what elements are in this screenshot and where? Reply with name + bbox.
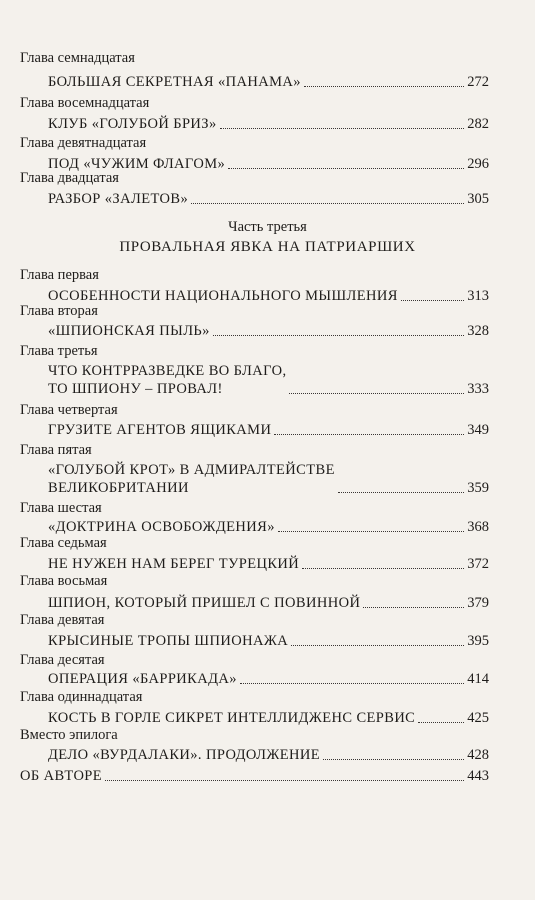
page-number: 372 — [467, 556, 489, 572]
page-number: 359 — [467, 480, 489, 496]
toc-entry — [48, 115, 489, 133]
page-number: 333 — [467, 381, 489, 397]
entry-title: НЕ НУЖЕН НАМ БЕРЕГ ТУРЕЦКИЙ — [48, 556, 300, 572]
chapter-label: Глава первая — [20, 267, 99, 283]
page-number: 428 — [467, 747, 489, 763]
chapter-label: Глава восемнадцатая — [20, 95, 150, 111]
chapter-label: Глава семнадцатая — [20, 50, 135, 66]
entry-title: БОЛЬШАЯ СЕКРЕТНАЯ «ПАНАМА» — [48, 74, 301, 90]
page-number: 425 — [467, 710, 489, 726]
entry-title: ШПИОН, КОТОРЫЙ ПРИШЕЛ С ПОВИННОЙ — [48, 595, 361, 611]
toc-entry — [48, 594, 489, 612]
toc-entry — [48, 555, 489, 573]
chapter-label: Глава седьмая — [20, 535, 107, 551]
chapter-label: Глава девятая — [20, 612, 105, 628]
toc-entry — [48, 322, 489, 340]
leader-dots — [302, 568, 464, 569]
chapter-label: Глава восьмая — [20, 573, 108, 589]
leader-dots — [291, 645, 464, 646]
leader-dots — [323, 759, 464, 760]
toc-entry — [48, 421, 489, 439]
toc-entry — [48, 670, 489, 688]
page-number: 443 — [467, 768, 489, 784]
page-number: 313 — [467, 288, 489, 304]
entry-title: ЧТО КОНТРРАЗВЕДКЕ ВО БЛАГО, ТО ШПИОНУ – ПРОВАЛ! — [48, 363, 287, 397]
toc-entry — [48, 73, 489, 91]
chapter-label: Глава пятая — [20, 442, 92, 458]
entry-title: «ГОЛУБОЙ КРОТ» В АДМИРАЛТЕЙСТВЕ ВЕЛИКОБРИТАНИИ — [48, 462, 335, 496]
entry-title: КРЫСИНЫЕ ТРОПЫ ШПИОНАЖА — [48, 633, 289, 649]
chapter-label: Вместо эпилога — [20, 727, 118, 743]
toc-entry — [48, 461, 489, 497]
page-number: 414 — [467, 671, 489, 687]
entry-title: КЛУБ «ГОЛУБОЙ БРИЗ» — [48, 116, 217, 132]
entry-title: РАЗБОР «ЗАЛЕТОВ» — [48, 191, 189, 207]
page-number: 328 — [467, 323, 489, 339]
page-number: 395 — [467, 633, 489, 649]
chapter-label: Глава третья — [20, 343, 98, 359]
part-label: Часть третья — [228, 219, 307, 235]
entry-title: ОБ АВТОРЕ — [20, 768, 103, 784]
leader-dots — [401, 300, 464, 301]
page-number: 272 — [467, 74, 489, 90]
leader-dots — [220, 128, 465, 129]
entry-title: ОСОБЕННОСТИ НАЦИОНАЛЬНОГО МЫШЛЕНИЯ — [48, 288, 398, 304]
chapter-label: Глава шестая — [20, 500, 102, 516]
page-number: 379 — [467, 595, 489, 611]
toc-entry-about-author — [20, 767, 489, 785]
page-number: 282 — [467, 116, 489, 132]
chapter-label: Глава вторая — [20, 303, 98, 319]
leader-dots — [338, 492, 464, 493]
leader-dots — [363, 607, 464, 608]
toc-entry — [48, 709, 489, 727]
leader-dots — [289, 393, 464, 394]
toc-entry — [48, 190, 489, 208]
leader-dots — [274, 434, 464, 435]
toc-entry — [48, 287, 489, 305]
toc-entry — [48, 362, 489, 398]
entry-title: ДЕЛО «ВУРДАЛАКИ». ПРОДОЛЖЕНИЕ — [48, 747, 320, 763]
leader-dots — [213, 335, 464, 336]
leader-dots — [304, 86, 464, 87]
entry-title: КОСТЬ В ГОРЛЕ СИКРЕТ ИНТЕЛЛИДЖЕНС СЕРВИС — [48, 710, 416, 726]
leader-dots — [191, 203, 464, 204]
chapter-label: Глава двадцатая — [20, 170, 119, 186]
page-number: 305 — [467, 191, 489, 207]
toc-entry — [48, 746, 489, 764]
leader-dots — [240, 683, 464, 684]
chapter-label: Глава девятнадцатая — [20, 135, 147, 151]
page-number: 368 — [467, 519, 489, 535]
leader-dots — [228, 168, 464, 169]
part-title: ПРОВАЛЬНАЯ ЯВКА НА ПАТРИАРШИХ — [119, 239, 416, 255]
leader-dots — [418, 722, 464, 723]
entry-title: «ШПИОНСКАЯ ПЫЛЬ» — [48, 323, 210, 339]
page-number: 349 — [467, 422, 489, 438]
entry-title: «ДОКТРИНА ОСВОБОЖДЕНИЯ» — [48, 519, 275, 535]
entry-title: ГРУЗИТЕ АГЕНТОВ ЯЩИКАМИ — [48, 422, 272, 438]
entry-title: ПОД «ЧУЖИМ ФЛАГОМ» — [48, 156, 226, 172]
page-number: 296 — [467, 156, 489, 172]
leader-dots — [105, 780, 464, 781]
toc-entry — [48, 518, 489, 536]
chapter-label: Глава четвертая — [20, 402, 118, 418]
leader-dots — [278, 531, 464, 532]
toc-entry — [48, 632, 489, 650]
chapter-label: Глава одиннадцатая — [20, 689, 143, 705]
chapter-label: Глава десятая — [20, 652, 105, 668]
entry-title: ОПЕРАЦИЯ «БАРРИКАДА» — [48, 671, 237, 687]
